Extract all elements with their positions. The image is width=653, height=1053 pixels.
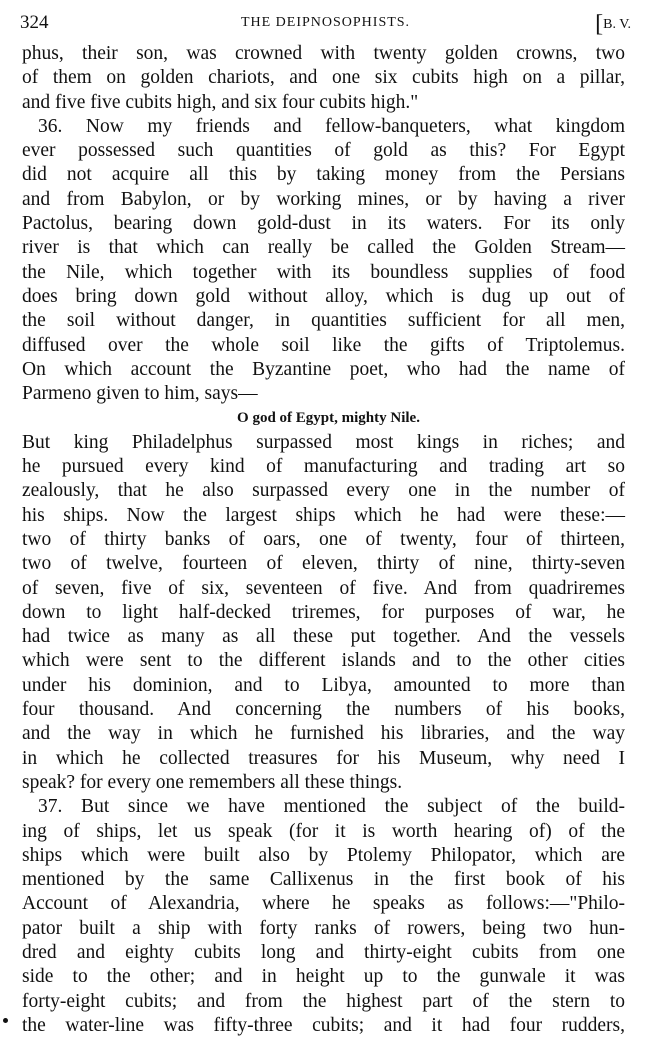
- text-line: Parmeno given to him, says—: [22, 383, 258, 405]
- text-line: had twice as many as all these put together. And the vessels: [22, 626, 625, 648]
- text-line: ever possessed such quantities of gold as this? For Egypt: [22, 140, 625, 162]
- section-marker: [595, 12, 631, 35]
- text-line: dred and eighty cubits long and thirty-eight cubits from one: [22, 941, 625, 963]
- text-line: speak? for every one remembers all these things.: [22, 771, 403, 793]
- text-line: does bring down gold without alloy, which is dug up out of: [22, 285, 625, 307]
- section-label: B. V.: [603, 17, 631, 32]
- text-line: and five five cubits high, and six four cubits high.": [22, 91, 419, 113]
- text-line: side to the other; and in height up to the gunwale it was: [22, 966, 625, 988]
- text-line: two of twelve, fourteen of eleven, thirty of nine, thirty-seven: [22, 553, 625, 575]
- text-line: under his dominion, and to Libya, amounted to more than: [22, 674, 625, 696]
- text-line: he pursued every kind of manufacturing and trading art so: [22, 456, 625, 478]
- page-body-text: [22, 42, 625, 1038]
- text-line: pator built a ship with forty ranks of rowers, being two hun-: [22, 917, 625, 939]
- running-header: [20, 12, 631, 38]
- text-line: which were sent to the different islands and to the other cities: [22, 650, 625, 672]
- text-line: and the way in which he furnished his libraries, and the way: [22, 723, 625, 745]
- text-line: two of thirty banks of oars, one of twenty, four of thirteen,: [22, 528, 625, 550]
- text-line: of seven, five of six, seventeen of five. And from quadriremes: [22, 577, 625, 599]
- text-line: in which he collected treasures for his Museum, why need I: [22, 747, 625, 769]
- section-bracket: [: [595, 11, 604, 37]
- verse-quotation: O god of Egypt, mighty Nile.: [237, 410, 420, 427]
- text-line: did not acquire all this by taking money from the Persians: [22, 164, 625, 186]
- margin-dot: [3, 1018, 8, 1023]
- text-line: phus, their son, was crowned with twenty golden crowns, two: [22, 43, 625, 64]
- text-line: of them on golden chariots, and one six cubits high on a pillar,: [22, 67, 625, 89]
- text-line: diffused over the whole soil like the gifts of Triptolemus.: [22, 334, 625, 356]
- text-line: the Nile, which together with its boundless supplies of food: [22, 261, 625, 283]
- text-line: river is that which can really be called the Golden Stream—: [22, 237, 625, 259]
- text-line: the water-line was fifty-three cubits; and it had four rudders,: [22, 1014, 625, 1036]
- text-line: But king Philadelphus surpassed most kings in riches; and: [22, 431, 625, 453]
- text-line: the soil without danger, in quantities sufficient for all men,: [22, 310, 625, 332]
- text-line: ing of ships, let us speak (for it is worth hearing of) of the: [22, 820, 625, 842]
- text-line: On which account the Byzantine poet, who had the name of: [22, 358, 625, 380]
- text-line: Account of Alexandria, where he speaks as follows:—"Philo-: [22, 893, 625, 915]
- text-line: 36. Now my friends and fellow-banqueters, what kingdom: [38, 115, 625, 137]
- text-line: 37. But since we have mentioned the subject of the build-: [38, 796, 625, 818]
- text-line: Pactolus, bearing down gold-dust in its waters. For its only: [22, 213, 625, 235]
- text-line: four thousand. And concerning the numbers of his books,: [22, 699, 625, 721]
- text-line: mentioned by the same Callixenus in the first book of his: [22, 869, 625, 891]
- text-line: forty-eight cubits; and from the highest part of the stern to: [22, 990, 625, 1012]
- text-line: zealously, that he also surpassed every one in the number of: [22, 480, 625, 502]
- page-number: 324: [20, 12, 49, 33]
- text-line: his ships. Now the largest ships which he had were these:—: [22, 504, 625, 526]
- running-title: THE DEIPNOSOPHISTS.: [240, 15, 411, 30]
- text-line: down to light half-decked triremes, for purposes of war, he: [22, 601, 625, 623]
- text-line: ships which were built also by Ptolemy Philopator, which are: [22, 844, 625, 866]
- text-line: and from Babylon, or by working mines, or by having a river: [22, 188, 625, 210]
